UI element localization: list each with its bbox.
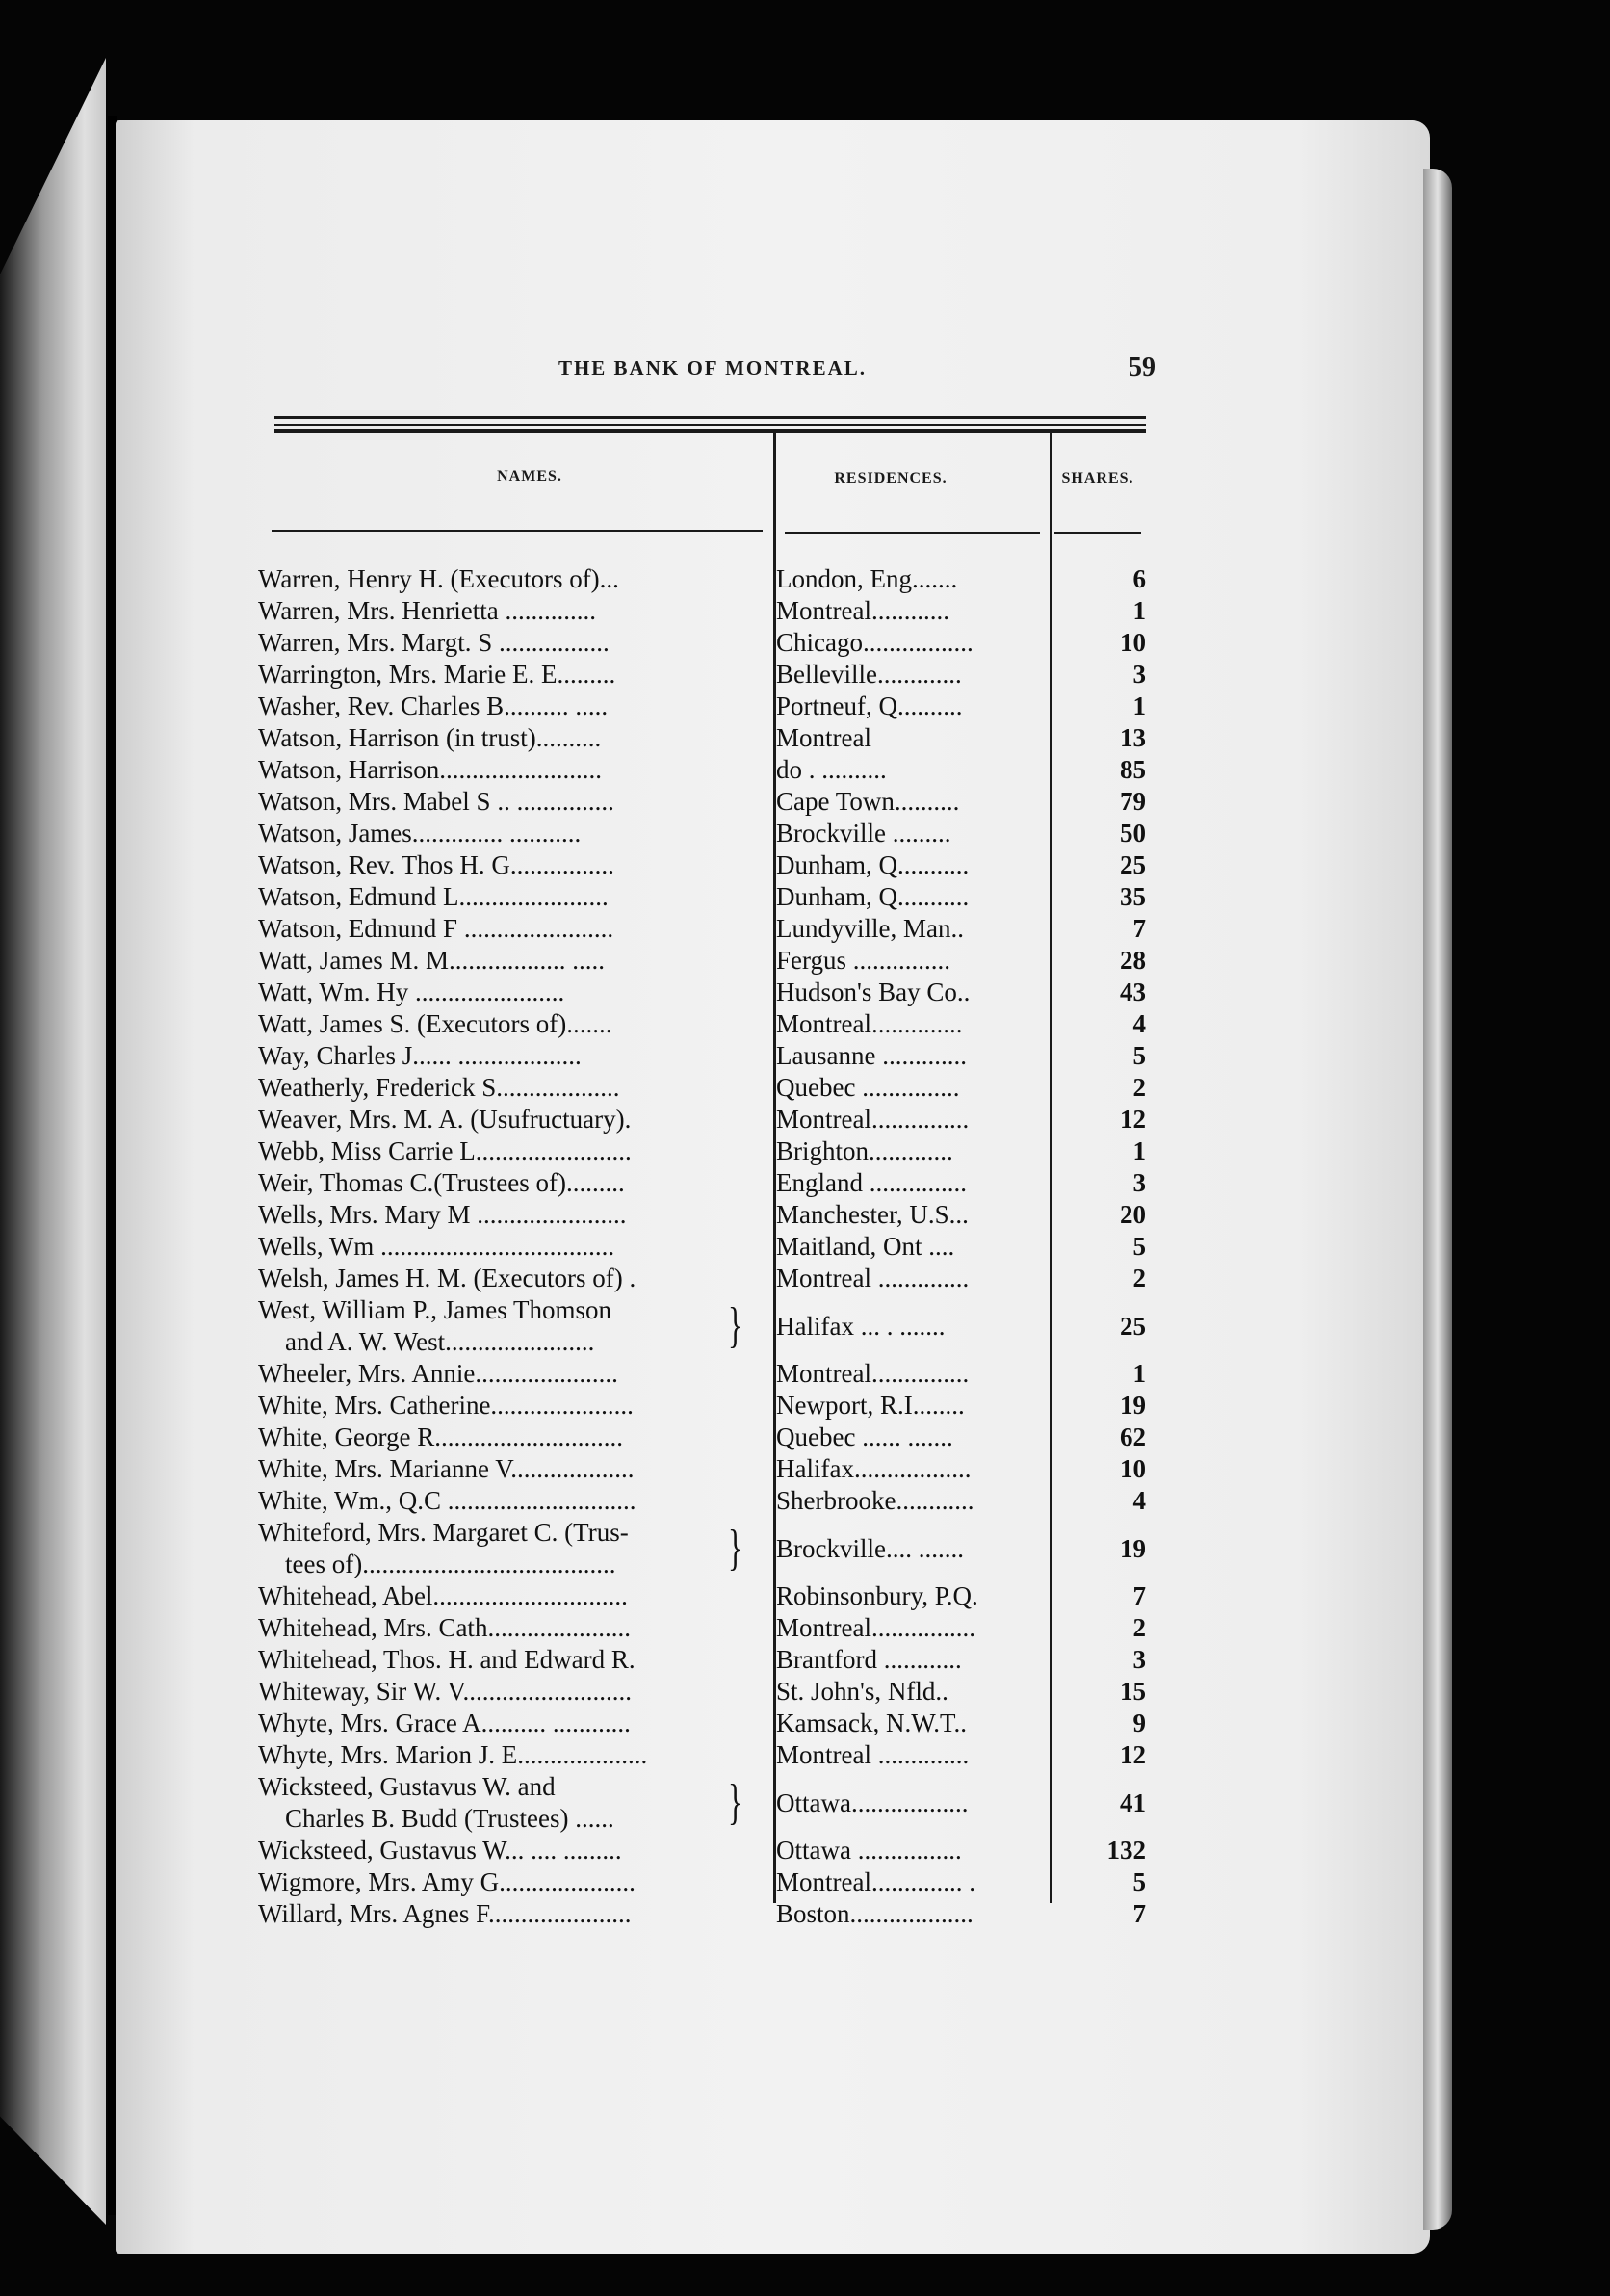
residence-cell: Ottawa ................ [776, 1836, 962, 1865]
table-row [250, 659, 1146, 691]
shares-cell: 79 [1120, 787, 1146, 816]
residence-cell: Montreal .............. [776, 1264, 970, 1292]
table-row [250, 1008, 1146, 1040]
shareholder-name [250, 945, 759, 977]
name-line: White, Mrs. Catherine...................... [258, 1391, 634, 1420]
shareholder-name [250, 1612, 759, 1644]
shares-cell: 62 [1120, 1422, 1146, 1451]
shareholder-name [250, 1580, 759, 1612]
shareholder-name [250, 1231, 759, 1263]
name-line: White, George R............................. [258, 1422, 623, 1451]
residence-cell: Chicago................. [776, 628, 974, 657]
shareholder-name [250, 627, 759, 659]
shares-cell: 9 [1132, 1709, 1146, 1737]
residence-cell: Brantford ............ [776, 1645, 962, 1674]
name-line: Weir, Thomas C.(Trustees of)......... [258, 1168, 625, 1197]
table-row [250, 1866, 1146, 1898]
table-row [250, 945, 1146, 977]
residence-cell: Montreal............... [776, 1105, 970, 1134]
shares-cell: 10 [1120, 1454, 1146, 1483]
header-rule [274, 429, 1146, 433]
shares-cell: 5 [1132, 1041, 1146, 1070]
shares-cell: 2 [1132, 1073, 1146, 1102]
residence-cell: Hudson's Bay Co.. [776, 978, 971, 1006]
shares-cell: 3 [1132, 660, 1146, 689]
shareholder-name [250, 1708, 759, 1739]
shares-cell: 13 [1120, 723, 1146, 752]
shares-cell: 35 [1120, 882, 1146, 911]
shares-cell: 7 [1132, 1899, 1146, 1928]
table-row [250, 1580, 1146, 1612]
name-line: Watson, Rev. Thos H. G................ [258, 850, 614, 879]
shareholder-name [250, 1263, 759, 1294]
shares-cell: 12 [1120, 1740, 1146, 1769]
shares-cell: 85 [1120, 755, 1146, 784]
table-row [250, 563, 1146, 595]
shares-cell: 1 [1132, 1136, 1146, 1165]
name-line: Wheeler, Mrs. Annie...................... [258, 1359, 618, 1388]
shareholder-name [250, 1072, 759, 1104]
shareholder-name [250, 1422, 759, 1453]
residence-cell: Sherbrooke............ [776, 1486, 974, 1515]
shareholder-name [250, 913, 759, 945]
column-header-shares: SHARES. [1061, 470, 1134, 486]
shares-cell: 1 [1132, 1359, 1146, 1388]
residence-cell: Montreal............... [776, 1359, 970, 1388]
shareholder-name [250, 1771, 759, 1835]
shareholder-name [250, 1358, 759, 1390]
shares-cell: 4 [1132, 1486, 1146, 1515]
residence-cell: Montreal................ [776, 1613, 975, 1642]
residence-cell: Montreal.............. [776, 1009, 963, 1038]
shareholder-name [250, 1390, 759, 1422]
residence-cell: Robinsonbury, P.Q. [776, 1581, 978, 1610]
residence-cell: Lundyville, Man.. [776, 914, 964, 943]
brace-mark: } [728, 1298, 743, 1353]
shares-cell: 10 [1120, 628, 1146, 657]
name-line: Whitehead, Mrs. Cath...................... [258, 1613, 631, 1642]
table-row [250, 1072, 1146, 1104]
residence-cell: Newport, R.I........ [776, 1391, 965, 1420]
shareholder-name [250, 1739, 759, 1771]
table-row [250, 1390, 1146, 1422]
name-line: Washer, Rev. Charles B.......... ..... [258, 691, 609, 720]
shares-cell: 19 [1120, 1534, 1146, 1563]
brace-mark: } [728, 1775, 743, 1830]
table-row [250, 1263, 1146, 1294]
shareholder-name [250, 849, 759, 881]
name-line: Whyte, Mrs. Marion J. E.................... [258, 1740, 648, 1769]
name-line: Whitehead, Abel.............................. [258, 1581, 628, 1610]
name-line: White, Mrs. Marianne V................... [258, 1454, 635, 1483]
residence-cell: Quebec ............... [776, 1073, 960, 1102]
shareholder-name [250, 1294, 759, 1358]
shares-cell: 1 [1132, 596, 1146, 625]
shares-cell: 19 [1120, 1391, 1146, 1420]
residence-cell: Brighton............. [776, 1136, 953, 1165]
residence-cell: Montreal............ [776, 596, 949, 625]
shares-cell: 4 [1132, 1009, 1146, 1038]
shareholder-name [250, 977, 759, 1008]
residence-cell: Montreal.............. . [776, 1867, 975, 1896]
table-row [250, 1294, 1146, 1358]
residence-cell: Fergus ............... [776, 946, 951, 975]
residence-cell: Halifax.................. [776, 1454, 972, 1483]
table-row [250, 691, 1146, 722]
name-line: Watson, Mrs. Mabel S .. ............... [258, 787, 614, 816]
name-line: Willard, Mrs. Agnes F...................... [258, 1899, 632, 1928]
name-line-continued: Charles B. Budd (Trustees) ...... [285, 1804, 614, 1833]
shareholder-name [250, 1644, 759, 1676]
table-row [250, 818, 1146, 849]
table-row [250, 849, 1146, 881]
residence-cell: London, Eng....... [776, 564, 958, 593]
table-row [250, 913, 1146, 945]
name-line: Weaver, Mrs. M. A. (Usufructuary). [258, 1105, 632, 1134]
shares-cell: 5 [1132, 1232, 1146, 1261]
residence-cell: Maitland, Ont .... [776, 1232, 955, 1261]
header-rule [274, 416, 1146, 419]
table-row [250, 1453, 1146, 1485]
shares-cell: 3 [1132, 1168, 1146, 1197]
shareholder-name [250, 1485, 759, 1517]
shareholder-name [250, 786, 759, 818]
residence-cell: Dunham, Q........... [776, 882, 970, 911]
name-line: Webb, Miss Carrie L........................ [258, 1136, 632, 1165]
residence-cell: England ............... [776, 1168, 967, 1197]
name-line: Whiteford, Mrs. Margaret C. (Trus- [258, 1518, 629, 1547]
shares-cell: 12 [1120, 1105, 1146, 1134]
shareholder-name [250, 1453, 759, 1485]
shares-cell: 25 [1120, 1312, 1146, 1341]
table-row [250, 1231, 1146, 1263]
name-line: Weatherly, Frederick S................... [258, 1073, 620, 1102]
shareholder-name [250, 1167, 759, 1199]
shareholder-name [250, 1517, 759, 1580]
header-rule [274, 424, 1146, 426]
shareholder-name [250, 1040, 759, 1072]
name-line: West, William P., James Thomson [258, 1295, 611, 1324]
brace-mark: } [728, 1521, 743, 1576]
shareholder-name [250, 1835, 759, 1866]
name-line: Watson, Harrison (in trust).......... [258, 723, 602, 752]
shares-cell: 7 [1132, 914, 1146, 943]
shareholder-name [250, 881, 759, 913]
shares-cell: 6 [1132, 564, 1146, 593]
shareholder-name [250, 659, 759, 691]
residence-cell: Dunham, Q........... [776, 850, 970, 879]
table-row [250, 1771, 1146, 1835]
shareholder-name [250, 1898, 759, 1930]
page-stack-edge [1423, 169, 1452, 2230]
table-row [250, 1104, 1146, 1135]
page-number: 59 [1129, 352, 1156, 382]
shareholder-list [250, 563, 1146, 1930]
shareholder-name [250, 1008, 759, 1040]
residence-cell: Portneuf, Q.......... [776, 691, 963, 720]
shares-cell: 50 [1120, 819, 1146, 848]
residence-cell: Brockville.... ....... [776, 1534, 964, 1563]
shares-cell: 1 [1132, 691, 1146, 720]
shareholder-name [250, 1135, 759, 1167]
table-row [250, 1135, 1146, 1167]
residence-cell: Montreal .............. [776, 1740, 970, 1769]
name-line: Watt, James S. (Executors of)....... [258, 1009, 612, 1038]
name-line: Watson, Edmund L....................... [258, 882, 609, 911]
table-row [250, 1167, 1146, 1199]
name-line-continued: tees of)....................................... [285, 1550, 616, 1578]
shares-cell: 2 [1132, 1264, 1146, 1292]
name-line-continued: and A. W. West....................... [285, 1327, 595, 1356]
name-line: Warrington, Mrs. Marie E. E......... [258, 660, 616, 689]
name-line: White, Wm., Q.C ............................. [258, 1486, 636, 1515]
table-row [250, 1835, 1146, 1866]
name-line: Wigmore, Mrs. Amy G..................... [258, 1867, 636, 1896]
residence-cell: Ottawa.................. [776, 1788, 969, 1817]
name-line: Watt, James M. M.................. ..... [258, 946, 606, 975]
table-row [250, 1358, 1146, 1390]
table-row [250, 1739, 1146, 1771]
shares-cell: 43 [1120, 978, 1146, 1006]
table-row [250, 1422, 1146, 1453]
table-row [250, 1517, 1146, 1580]
shares-cell: 28 [1120, 946, 1146, 975]
shareholder-name [250, 722, 759, 754]
shares-cell: 7 [1132, 1581, 1146, 1610]
shares-cell: 2 [1132, 1613, 1146, 1642]
table-row [250, 1612, 1146, 1644]
name-line: Whyte, Mrs. Grace A.......... ............ [258, 1709, 631, 1737]
shares-cell: 25 [1120, 850, 1146, 879]
residence-cell: Cape Town.......... [776, 787, 960, 816]
name-line: Welsh, James H. M. (Executors of) . [258, 1264, 636, 1292]
residence-cell: St. John's, Nfld.. [776, 1677, 948, 1706]
name-line: Watson, Harrison......................... [258, 755, 603, 784]
shares-cell: 15 [1120, 1677, 1146, 1706]
name-line: Wicksteed, Gustavus W. and [258, 1772, 556, 1801]
shares-cell: 41 [1120, 1788, 1146, 1817]
table-row [250, 1485, 1146, 1517]
residence-cell: Montreal [776, 723, 871, 752]
shares-cell: 20 [1120, 1200, 1146, 1229]
name-line: Warren, Mrs. Margt. S ................. [258, 628, 610, 657]
name-line: Way, Charles J...... ................... [258, 1041, 582, 1070]
residence-cell: Belleville............. [776, 660, 962, 689]
shareholder-name [250, 1199, 759, 1231]
shareholder-name [250, 563, 759, 595]
residence-cell: Halifax ... . ....... [776, 1312, 946, 1341]
table-row [250, 881, 1146, 913]
shareholder-name [250, 595, 759, 627]
table-row [250, 1644, 1146, 1676]
shareholder-name [250, 754, 759, 786]
table-row [250, 754, 1146, 786]
table-row [250, 722, 1146, 754]
table-row [250, 1898, 1146, 1930]
shareholder-name [250, 1676, 759, 1708]
shares-cell: 3 [1132, 1645, 1146, 1674]
name-line: Wells, Wm .................................... [258, 1232, 615, 1261]
shares-cell: 5 [1132, 1867, 1146, 1896]
table-row [250, 1199, 1146, 1231]
residence-cell: Quebec ...... ....... [776, 1422, 953, 1451]
name-line: Watson, James.............. ........... [258, 819, 582, 848]
residence-cell: Brockville ......... [776, 819, 951, 848]
table-row [250, 1676, 1146, 1708]
residence-cell: Manchester, U.S... [776, 1200, 969, 1229]
name-line: Whiteway, Sir W. V.......................... [258, 1677, 633, 1706]
column-header-residences: RESIDENCES. [834, 470, 948, 486]
running-title: THE BANK OF MONTREAL. [558, 356, 868, 379]
residence-cell: Lausanne ............. [776, 1041, 967, 1070]
shareholder-name [250, 691, 759, 722]
residence-cell: do . .......... [776, 755, 887, 784]
residence-cell: Kamsack, N.W.T.. [776, 1709, 967, 1737]
header-underline [272, 530, 763, 532]
header-underline [785, 532, 1040, 534]
name-line: Warren, Mrs. Henrietta .............. [258, 596, 596, 625]
table-row [250, 1040, 1146, 1072]
name-line: Warren, Henry H. (Executors of)... [258, 564, 619, 593]
header-underline [1054, 532, 1141, 534]
shareholder-name [250, 1104, 759, 1135]
shares-cell: 132 [1106, 1836, 1146, 1865]
table-row [250, 1708, 1146, 1739]
residence-cell: Boston................... [776, 1899, 974, 1928]
name-line: Whitehead, Thos. H. and Edward R. [258, 1645, 636, 1674]
table-row [250, 627, 1146, 659]
name-line: Wicksteed, Gustavus W... .... ......... [258, 1836, 622, 1865]
shareholder-name [250, 818, 759, 849]
name-line: Watson, Edmund F ....................... [258, 914, 614, 943]
table-row [250, 595, 1146, 627]
facing-page-edge [0, 58, 106, 2225]
name-line: Watt, Wm. Hy ....................... [258, 978, 565, 1006]
name-line: Wells, Mrs. Mary M ....................... [258, 1200, 627, 1229]
column-header-names: NAMES. [497, 468, 562, 484]
table-row [250, 977, 1146, 1008]
table-row [250, 786, 1146, 818]
shareholder-name [250, 1866, 759, 1898]
